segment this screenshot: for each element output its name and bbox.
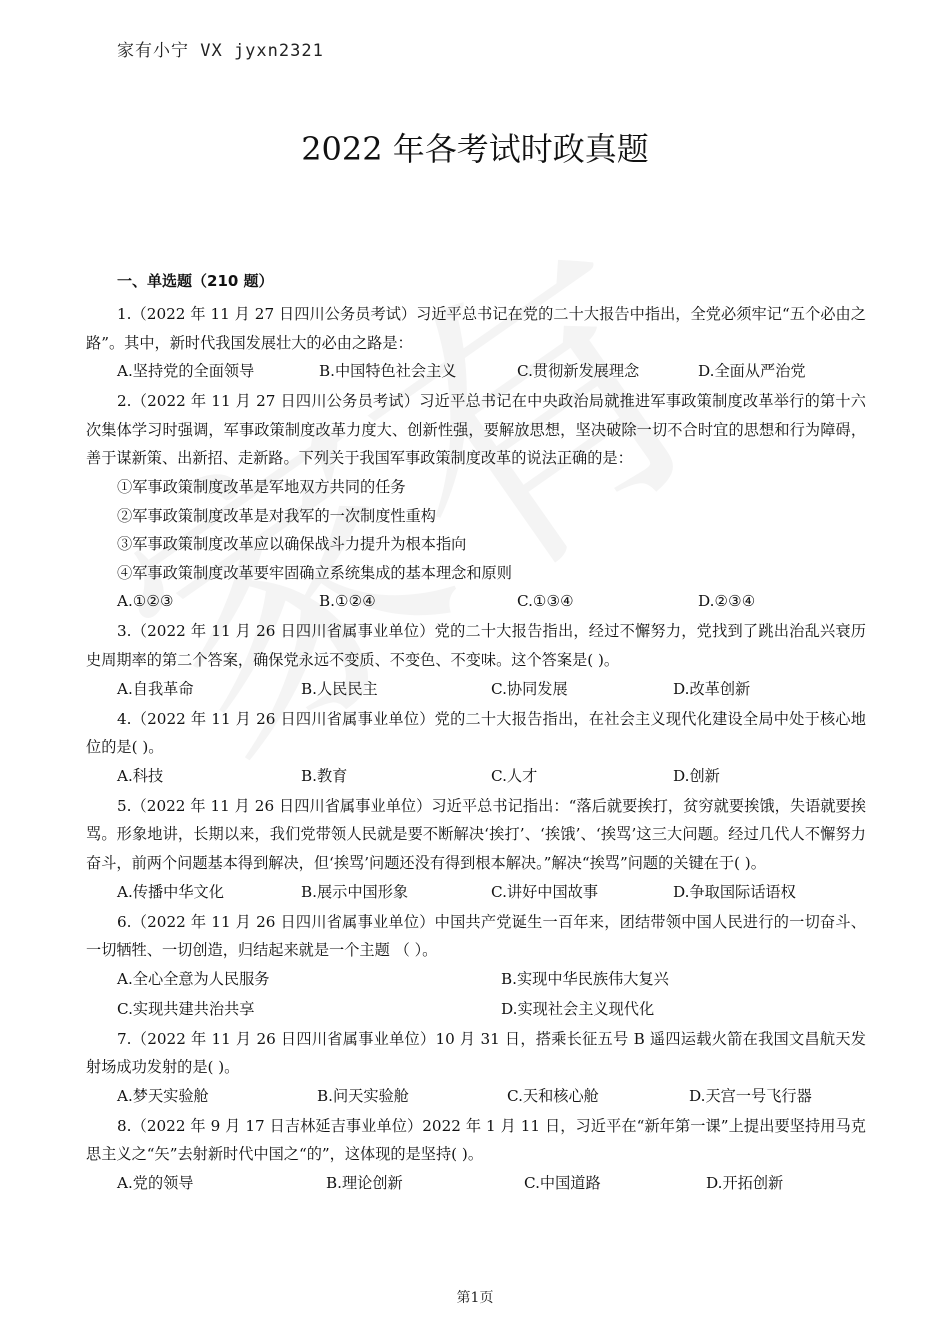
option-a: A.传播中华文化	[117, 882, 224, 901]
option-b: B.问天实验舱	[317, 1086, 409, 1105]
options-row	[86, 965, 866, 994]
option-c: C.中国道路	[524, 1174, 601, 1193]
options-row	[86, 587, 866, 616]
option-d: D.全面从严治党	[698, 362, 806, 381]
question-stem: 1.（2022 年 11 月 27 日四川公务员考试）习近平总书记在党的二十大报告中指出，全党必须牢记“五个必由之路”。其中，新时代我国发展壮大的必由之路是：	[86, 305, 866, 352]
options-row	[86, 762, 866, 791]
option-c: C.协同发展	[491, 679, 568, 698]
header-note: 家有小宁 VX jyxn2321	[117, 41, 324, 61]
option-b: B.教育	[301, 766, 348, 785]
statement-1: ①军事政策制度改革是军地双方共同的任务	[117, 477, 406, 496]
options-row	[86, 995, 866, 1024]
option-a: A.自我革命	[117, 679, 194, 698]
question-6	[86, 908, 866, 1024]
option-a: A.①②③	[117, 592, 174, 611]
option-d: D.天宫一号飞行器	[689, 1086, 812, 1105]
question-4	[86, 705, 866, 791]
page-number: 第1页	[456, 1290, 494, 1306]
option-a: A.坚持党的全面领导	[117, 362, 255, 381]
option-a: A.梦天实验舱	[117, 1086, 209, 1105]
option-d: D.实现社会主义现代化	[501, 999, 655, 1018]
document-body	[86, 268, 866, 1199]
option-a: A.科技	[117, 766, 164, 785]
options-row	[86, 675, 866, 704]
option-c: C.天和核心舱	[507, 1086, 599, 1105]
options-row	[86, 1169, 866, 1198]
options-row	[86, 878, 866, 907]
question-2	[86, 387, 866, 616]
option-b: B.①②④	[319, 592, 376, 611]
options-row	[86, 1082, 866, 1111]
question-stem: 5.（2022 年 11 月 26 日四川省属事业单位）习近平总书记指出：“落后就要挨打，贫穷就要挨饿，失语就要挨骂。形象地讲，长期以来，我们党带领人民就是要不断解决‘挨打’、‘挨饿’、‘挨骂’这三大问题。经过几代人不懈努力奋斗，前两个问题基本得到解决，但‘挨骂’问题还没有得到根本解决。”解决“挨骂”问题的关键在于( )。	[86, 796, 866, 872]
option-b: B.展示中国形象	[301, 882, 409, 901]
option-a: A.全心全意为人民服务	[117, 969, 270, 988]
option-b: B.实现中华民族伟大复兴	[501, 969, 669, 988]
question-stem: 4.（2022 年 11 月 26 日四川省属事业单位）党的二十大报告指出，在社会主义现代化建设全局中处于核心地位的是( )。	[86, 709, 866, 757]
question-stem: 8.（2022 年 9 月 17 日吉林延吉事业单位）2022 年 1 月 11 日，习近平在“新年第一课”上提出要坚持用马克思主义之“矢”去射新时代中国之“的”，这体现的是坚持( )。	[86, 1116, 866, 1164]
option-c: C.人才	[491, 766, 538, 785]
question-stem: 7.（2022 年 11 月 26 日四川省属事业单位）10 月 31 日，搭乘长征五号 B 遥四运载火箭在我国文昌航天发射场成功发射的是( )。	[86, 1029, 866, 1077]
question-stem: 2.（2022 年 11 月 27 日四川公务员考试）习近平总书记在中央政治局就推进军事政策制度改革举行的第十六次集体学习时强调，军事政策制度改革力度大、创新性强，要解放思想，坚决破除一切不合时宜的思想和行为障碍，善于谋新策、出新招、走新路。下列关于我国军事政策制度改革的说法正确的是：	[86, 392, 866, 468]
question-5	[86, 792, 866, 907]
statement-2: ②军事政策制度改革是对我军的一次制度性重构	[117, 506, 436, 525]
question-7	[86, 1025, 866, 1111]
option-d: D.改革创新	[673, 679, 751, 698]
option-c: C.①③④	[517, 592, 574, 611]
option-b: B.中国特色社会主义	[319, 362, 457, 381]
option-b: B.人民民主	[301, 679, 378, 698]
question-1	[86, 300, 866, 386]
document-title: 2022 年各考试时政真题	[301, 130, 649, 168]
option-d: D.创新	[673, 766, 720, 785]
option-d: D.争取国际话语权	[673, 882, 796, 901]
question-3	[86, 617, 866, 703]
statement-3: ③军事政策制度改革应以确保战斗力提升为根本指向	[117, 535, 467, 554]
option-d: D.②③④	[698, 592, 756, 611]
question-stem: 6.（2022 年 11 月 26 日四川省属事业单位）中国共产党诞生一百年来，团结带领中国人民进行的一切奋斗、一切牺牲、一切创造，归结起来就是一个主题 （ ）。	[86, 912, 866, 960]
question-8	[86, 1112, 866, 1198]
question-stem: 3.（2022 年 11 月 26 日四川省属事业单位）党的二十大报告指出，经过不懈努力，党找到了跳出治乱兴衰历史周期率的第二个答案，确保党永远不变质、不变色、不变味。这个答案是( )。	[86, 622, 866, 669]
option-a: A.党的领导	[117, 1174, 194, 1193]
option-b: B.理论创新	[326, 1174, 403, 1193]
option-c: C.实现共建共治共享	[117, 999, 255, 1018]
statement-4: ④军事政策制度改革要牢固确立系统集成的基本理念和原则	[117, 563, 512, 582]
options-row	[86, 357, 866, 386]
option-d: D.开拓创新	[706, 1174, 784, 1193]
option-c: C.讲好中国故事	[491, 882, 599, 901]
option-c: C.贯彻新发展理念	[517, 362, 640, 381]
section-heading: 一、单选题（210 题）	[117, 272, 274, 290]
